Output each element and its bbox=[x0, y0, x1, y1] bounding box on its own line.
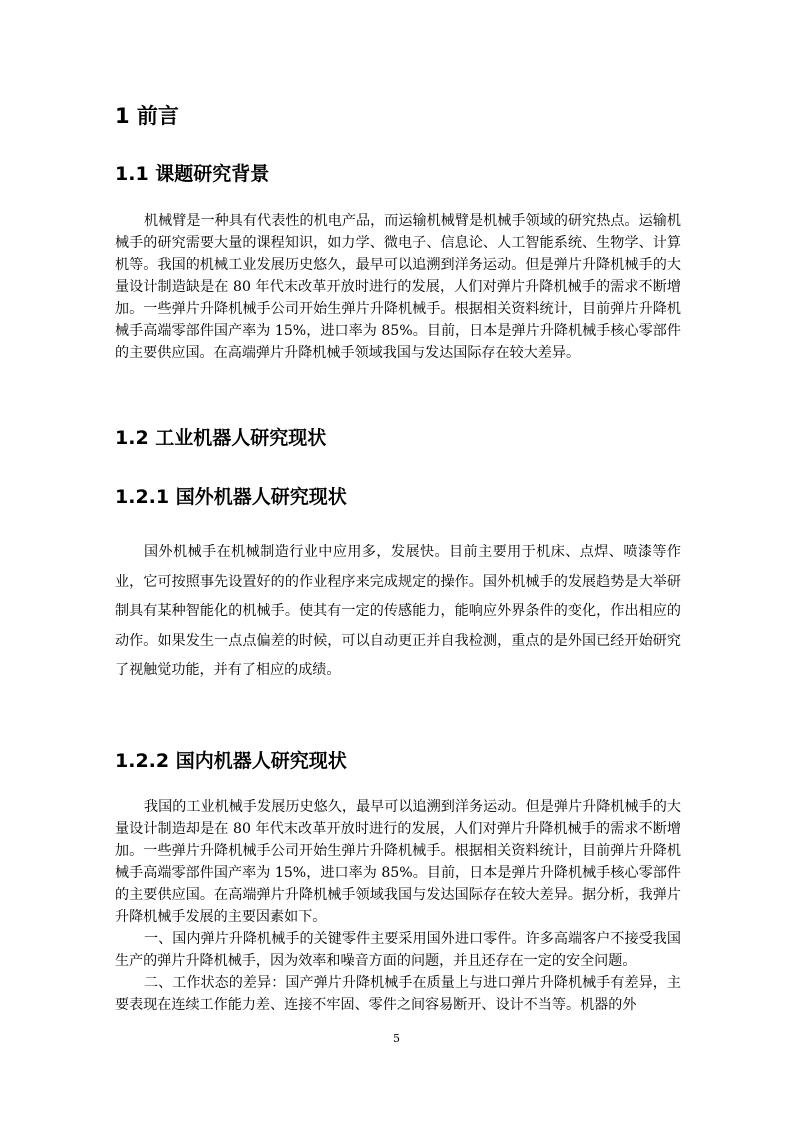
section-heading-1-2: 1.2 工业机器人研究现状 bbox=[115, 427, 327, 449]
paragraph-domestic-robots: 我国的工业机械手发展历史悠久，最早可以追溯到洋务运动。但是弹片升降机械手的大量设计制造却是在 80 年代末改革开放时进行的发展，人们对弹片升降机械手的需求不断增加。一些弹片升降机械手公司开始生弹片升降机械手。根据相关资料统计，目前弹片升降机械手高端零部件国产率为 15%，进口率为 85%。目前，日本是弹片升降机械手核心零部件的主要供应国。在高端弹片升降机械手领域我国与发达国际存在较大差异。据分析，我弹片升降机械手发展的主要因素如下。 bbox=[115, 799, 681, 925]
section-heading-1-2-2: 1.2.2 国内机器人研究现状 bbox=[115, 750, 347, 772]
paragraph-foreign-robots: 国外机械手在机械制造行业中应用多，发展快。目前主要用于机床、点焊、喷漆等作业，它可按照事先设置好的的作业程序来完成规定的操作。国外机械手的发展趋势是大举研制具有某种智能化的机械手。使其有一定的传感能力，能响应外界条件的变化，作出相应的动作。如果发生一点点偏差的时候，可以自动更正并自我检测，重点的是外国已经开始研究了视触觉功能，并有了相应的成绩。 bbox=[115, 544, 681, 678]
section-heading-1-1: 1.1 课题研究背景 bbox=[115, 163, 270, 185]
page-number: 5 bbox=[393, 1032, 400, 1045]
paragraph-domestic-point-2: 二、工作状态的差异：国产弹片升降机械手在质量上与进口弹片升降机械手有差异，主要表现在连续工作能力差、连接不牢固、零件之间容易断开、设计不当等。机器的外 bbox=[115, 975, 681, 1013]
section-heading-1-2-1: 1.2.1 国外机器人研究现状 bbox=[115, 486, 347, 508]
section-heading-1: 1 前言 bbox=[115, 104, 179, 128]
paragraph-research-background: 机械臂是一种具有代表性的机电产品，而运输机械臂是机械手领域的研究热点。运输机械手的研究需要大量的课程知识，如力学、微电子、信息论、人工智能系统、生物学、计算机等。我国的机械工业发展历史悠久，最早可以追溯到洋务运动。但是弹片升降机械手的大量设计制造缺是在 80 年代末改革开放时进行的发展，人们对弹片升降机械手的需求不断增加。一些弹片升降机械手公司开始生弹片升降机械手。根据相关资料统计，目前弹片升降机械手高端零部件国产率为 15%，进口率为 85%。目前，日本是弹片升降机械手核心零部件的主要供应国。在高端弹片升降机械手领域我国与发达国际存在较大差异。 bbox=[115, 213, 681, 361]
paragraph-domestic-point-1: 一、国内弹片升降机械手的关键零件主要采用国外进口零件。许多高端客户不接受我国生产的弹片升降机械手，因为效率和噪音方面的问题，并且还存在一定的安全问题。 bbox=[115, 931, 681, 969]
